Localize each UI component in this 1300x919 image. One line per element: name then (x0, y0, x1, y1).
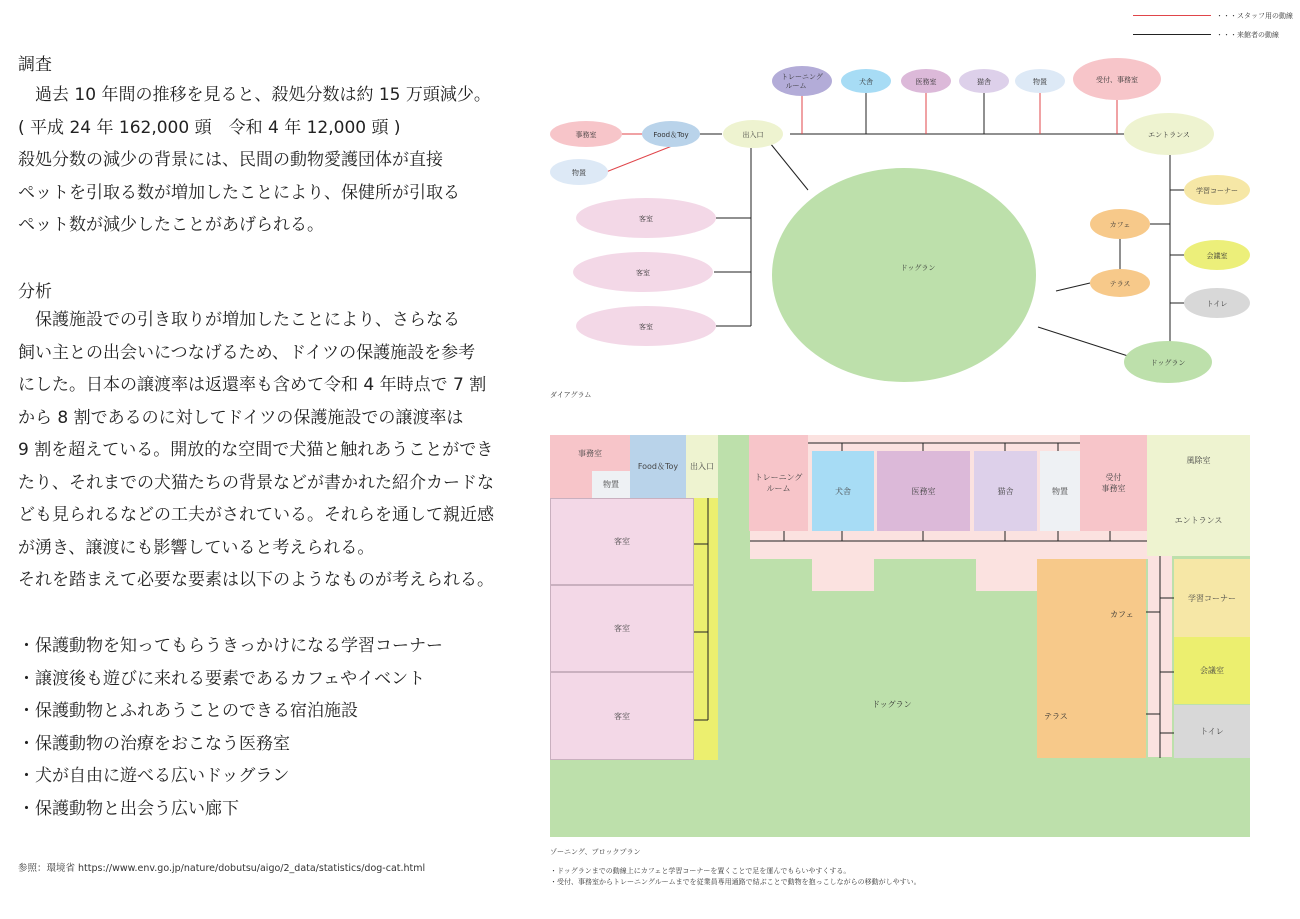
entrance-exit-label: 出入口 (742, 131, 764, 139)
survey-line: ペットを引取る数が増加したことにより、保健所が引取る (18, 182, 460, 203)
learning-label: 学習コーナー (1196, 187, 1238, 195)
requirement-item: ・犬が自由に遊べる広いドッグラン (18, 766, 290, 786)
plan-entrance-exit-zone: 出入口 (686, 435, 718, 498)
analysis-line: たり、それまでの犬猫たちの背景などが書かれた紹介カードな (18, 472, 494, 493)
analysis-line: にした。日本の譲渡率は返還率も含めて令和 4 年時点で 7 割 (18, 375, 487, 395)
guest-room-3-label: 客室 (639, 323, 653, 331)
plan-caption: ゾーニング、ブロックプラン (550, 848, 641, 856)
training-label-1: トレーニング (781, 73, 823, 81)
analysis-heading: 分析 (18, 282, 52, 302)
plan-medical-zone: 医務室 (877, 451, 970, 531)
storage-left-label: 物置 (572, 169, 586, 177)
cafe-label: カフェ (1109, 221, 1131, 229)
plan-food-toy-zone: Food＆Toy (630, 435, 686, 498)
office-left-label: 事務室 (575, 131, 597, 139)
plan-storage-small-zone: 物置 (592, 471, 630, 498)
dogrun-main-label: ドッグラン (900, 264, 936, 272)
plan-guest-room-2-zone: 客室 (550, 585, 694, 672)
plan-storage-zone: 物置 (1040, 451, 1080, 531)
dogrun-small-label: ドッグラン (1150, 359, 1186, 367)
plan-terrace-label: テラス (1044, 712, 1068, 721)
plan-learning-zone: 学習コーナー (1174, 559, 1250, 637)
plan-guest-room-1-zone: 客室 (550, 498, 694, 585)
requirement-item: ・保護動物の治療をおこなう医務室 (18, 733, 290, 754)
diagram-caption: ダイアグラム (550, 391, 592, 399)
survey-heading: 調査 (18, 55, 52, 75)
survey-line: 過去 10 年間の推移を見ると、殺処分数は約 15 万頭減少。 (18, 85, 491, 105)
plan-dogrun-label: ドッグラン (872, 700, 912, 709)
kennel-dog-label: 犬舎 (859, 78, 873, 86)
analysis-line: が湧き、譲渡にも影響していると考えられる。 (18, 537, 375, 558)
requirement-item: ・保護動物とふれあうことのできる宿泊施設 (18, 701, 358, 721)
toilet-label: トイレ (1206, 300, 1228, 308)
plan-guest-room-3-zone: 客室 (550, 672, 694, 760)
plan-entrance-zone: エントランス (1147, 485, 1250, 556)
plan-office-zone: 事務室 (550, 435, 630, 471)
plan-training-label-1: トレーニング (754, 473, 803, 482)
source-reference: 参照：環境省 https://www.env.go.jp/nature/dobutsu/aigo/2_data/statistics/dog-cat.html (18, 863, 426, 874)
guest-room-1-label: 客室 (639, 215, 653, 223)
analysis-line: 飼い主との出会いにつなげるため、ドイツの保護施設を参考 (18, 342, 476, 363)
guest-room-2-label: 客室 (636, 269, 650, 277)
visitor-route-legend-label: ・・・来館者の動線 (1216, 31, 1279, 39)
terrace-label: テラス (1109, 280, 1131, 288)
requirement-item: ・譲渡後も遊びに来れる要素であるカフェやイベント (18, 668, 426, 689)
survey-line: 殺処分数の減少の背景には、民間の動物愛護団体が直接 (18, 150, 443, 170)
plan-training-label-2: ルーム (766, 484, 791, 493)
training-label-2: ルーム (785, 82, 807, 90)
meeting-label: 会議室 (1206, 252, 1228, 260)
reception-label: 受付、事務室 (1096, 76, 1138, 84)
analysis-line: ども見られるなどの工夫がされている。それらを通して親近感 (18, 505, 494, 525)
analysis-line: 保護施設での引き取りが増加したことにより、さらなる (18, 310, 460, 330)
requirement-item: ・保護動物と出会う広い廊下 (18, 798, 239, 819)
storage-label: 物置 (1033, 78, 1047, 86)
kennel-cat-label: 猫舎 (977, 78, 991, 86)
staff-route-legend-label: ・・・スタッフ用の動線 (1216, 12, 1293, 20)
medical-label: 医務室 (915, 78, 937, 86)
analysis-line: から 8 割であるのに対してドイツの保護施設での譲渡率は (18, 407, 464, 428)
plan-note: ・ドッグランまでの動線上にカフェと学習コーナーを置くことで足を運んでもらいやすくする。 (550, 867, 851, 875)
analysis-line: それを踏まえて必要な要素は以下のようなものが考えられる。 (18, 570, 494, 590)
survey-line: ペット数が減少したことがあげられる。 (18, 215, 324, 235)
plan-notes (550, 866, 921, 888)
survey-line: ( 平成 24 年 162,000 頭 令和 4 年 12,000 頭 ) (18, 117, 401, 138)
plan-reception-label-1: 受付 (1105, 473, 1122, 482)
plan-cafe-label: カフェ (1110, 610, 1134, 619)
analysis-line: 9 割を超えている。開放的な空間で犬猫と触れあうことができ (18, 440, 494, 460)
entrance-label: エントランス (1148, 131, 1190, 139)
plan-kennel-dog-zone: 犬舎 (812, 451, 874, 531)
plan-kennel-cat-zone: 猫舎 (974, 451, 1037, 531)
requirement-item: ・保護動物を知ってもらうきっかけになる学習コーナー (18, 636, 443, 656)
plan-reception-label-2: 事務室 (1101, 484, 1126, 493)
plan-note: ・受付、事務室からトレーニングルームまでを従業員専用通路で結ぶことで動物を抱っこしながらの移動がしやすい。 (550, 878, 921, 886)
food-toy-label: Food＆Toy (653, 131, 689, 139)
plan-windbreak-zone: 風除室 (1147, 435, 1250, 485)
plan-toilet-zone: トイレ (1174, 705, 1250, 758)
plan-meeting-zone: 会議室 (1174, 637, 1250, 704)
